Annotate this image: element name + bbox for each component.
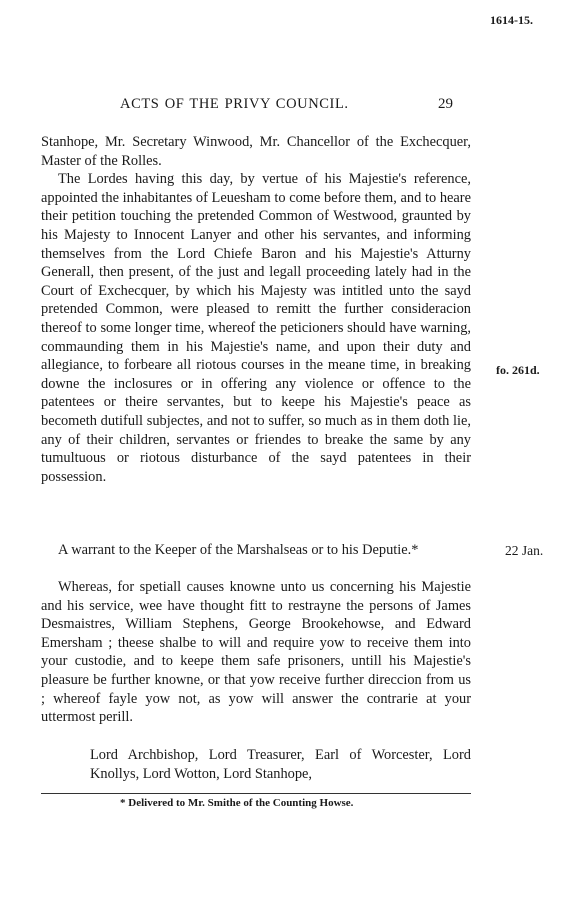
footnote: * Delivered to Mr. Smithe of the Counting Howse. (120, 797, 354, 809)
page-number: 29 (438, 96, 453, 112)
margin-year: 1614-15. (490, 13, 533, 27)
paragraph-signatories: Lord Archbishop, Lord Treasurer, Earl of Worcester, Lord Knollys, Lord Wotton, Lord Stanhope, (90, 747, 471, 782)
running-title: ACTS OF THE PRIVY COUNCIL. (120, 96, 349, 112)
body-text (41, 133, 471, 486)
paragraph-leuesham-petition: The Lordes having this day, by vertue of his Majestie's reference, appointed the inhabitantes of Leuesham to come before them, and to heare their petition touching the pretended Common of Westwood, graunted by his Majesty to Innocent Lanyer and other his servantes, and informing themselves from the Lord Chiefe Baron and his Majestie's Atturny Generall, then present, of the just and legall proceeding lately had in the Court of Exchecquer, by which his Majesty was intitled unto the sayd pretended Common, were pleased to remitt the further consideracion thereof to some longer time, whereof the peticioners should have warning, commaunding them in his Majestie's name, and upon their duty and allegiance, to forbeare all riotous courses in the meane time, in breaking downe the inclosures or in offering any violence or offence to the patentees or theire servantes, but to keepe his Majestie's peace as becometh dutifull subjectes, and not to suffer, so much as in them doth lie, any of their children, servantes or friendes to breake the same by any tumultuous or riotous disturbance of the sayd patentees in their possession. (41, 171, 471, 485)
paragraph-warrant-heading: A warrant to the Keeper of the Marshalseas or to his Deputie.* (58, 542, 419, 558)
margin-date-note: 22 Jan. (505, 543, 544, 558)
margin-folio-note: fo. 261d. (496, 363, 540, 377)
page-header (0, 96, 567, 116)
paragraph-warrant-body: Whereas, for spetiall causes knowne unto us concerning his Majestie and his service, wee have thought fitt to restrayne the persons of James Desmaistres, William Stephens, George Brookehowse, and Edward Emersham ; theese shalbe to will and require yow to receive them into your custodie, and to keepe them safe prisoners, untill his Majestie's pleasure be further knowne, or that yow receive further direccion from us ; whereof fayle yow not, as yow will answer the contrarie at your uttermost perill. (41, 579, 471, 726)
paragraph-attendance-continued: Stanhope, Mr. Secretary Winwood, Mr. Chancellor of the Exchecquer, Master of the Rolles. (41, 134, 471, 169)
footnote-divider (41, 793, 471, 794)
